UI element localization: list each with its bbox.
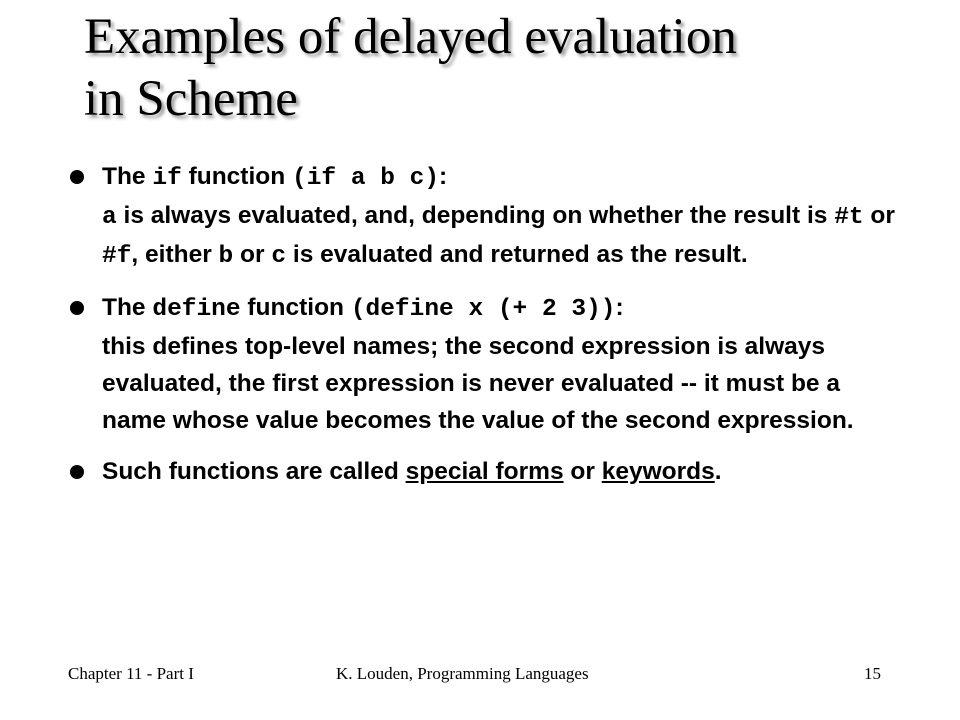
bullet-dot-icon bbox=[70, 301, 84, 315]
code: c bbox=[271, 243, 287, 270]
text: The bbox=[102, 163, 153, 190]
bullet-dot-icon bbox=[70, 170, 84, 184]
code: #f bbox=[102, 243, 132, 270]
code: a bbox=[102, 204, 117, 231]
bullet-if bbox=[66, 158, 896, 275]
footer-author: K. Louden, Programming Languages bbox=[336, 664, 589, 683]
text: : bbox=[615, 294, 624, 321]
code: b bbox=[218, 243, 234, 270]
code: (if a b c) bbox=[292, 165, 440, 192]
text: The bbox=[102, 294, 153, 321]
title-line-2: in Scheme bbox=[84, 71, 298, 127]
text: . bbox=[714, 458, 722, 485]
bullet-list bbox=[66, 158, 896, 504]
bullet-dot-icon bbox=[70, 465, 84, 479]
footer-chapter: Chapter 11 - Part I bbox=[68, 664, 194, 683]
text: or bbox=[863, 202, 895, 229]
title-line-1: Examples of delayed evaluation bbox=[84, 9, 737, 65]
text: : bbox=[439, 163, 448, 190]
code: if bbox=[152, 165, 182, 192]
term-special-forms: special forms bbox=[405, 458, 564, 485]
slide-title bbox=[84, 6, 944, 130]
text: function bbox=[240, 294, 351, 321]
bullet-define bbox=[66, 289, 896, 439]
text: is always evaluated, and, depending on whether the result is bbox=[116, 202, 835, 229]
text: Such functions are called bbox=[102, 458, 406, 485]
text: is evaluated and returned as the result. bbox=[286, 241, 748, 268]
term-keywords: keywords bbox=[601, 458, 715, 485]
text: or bbox=[563, 458, 602, 485]
text: , either bbox=[131, 241, 219, 268]
code: #t bbox=[834, 204, 864, 231]
text: this defines top-level names; the second expression is always evaluated, the first expression is never evaluated -- it must be a name whose value becomes the value of the second expression. bbox=[102, 333, 854, 434]
text: or bbox=[233, 241, 272, 268]
bullet-special-forms bbox=[66, 453, 896, 490]
footer-page-number: 15 bbox=[864, 664, 881, 683]
text: function bbox=[181, 163, 293, 190]
code: define bbox=[152, 296, 241, 323]
code: (define x (+ 2 3)) bbox=[350, 296, 616, 323]
